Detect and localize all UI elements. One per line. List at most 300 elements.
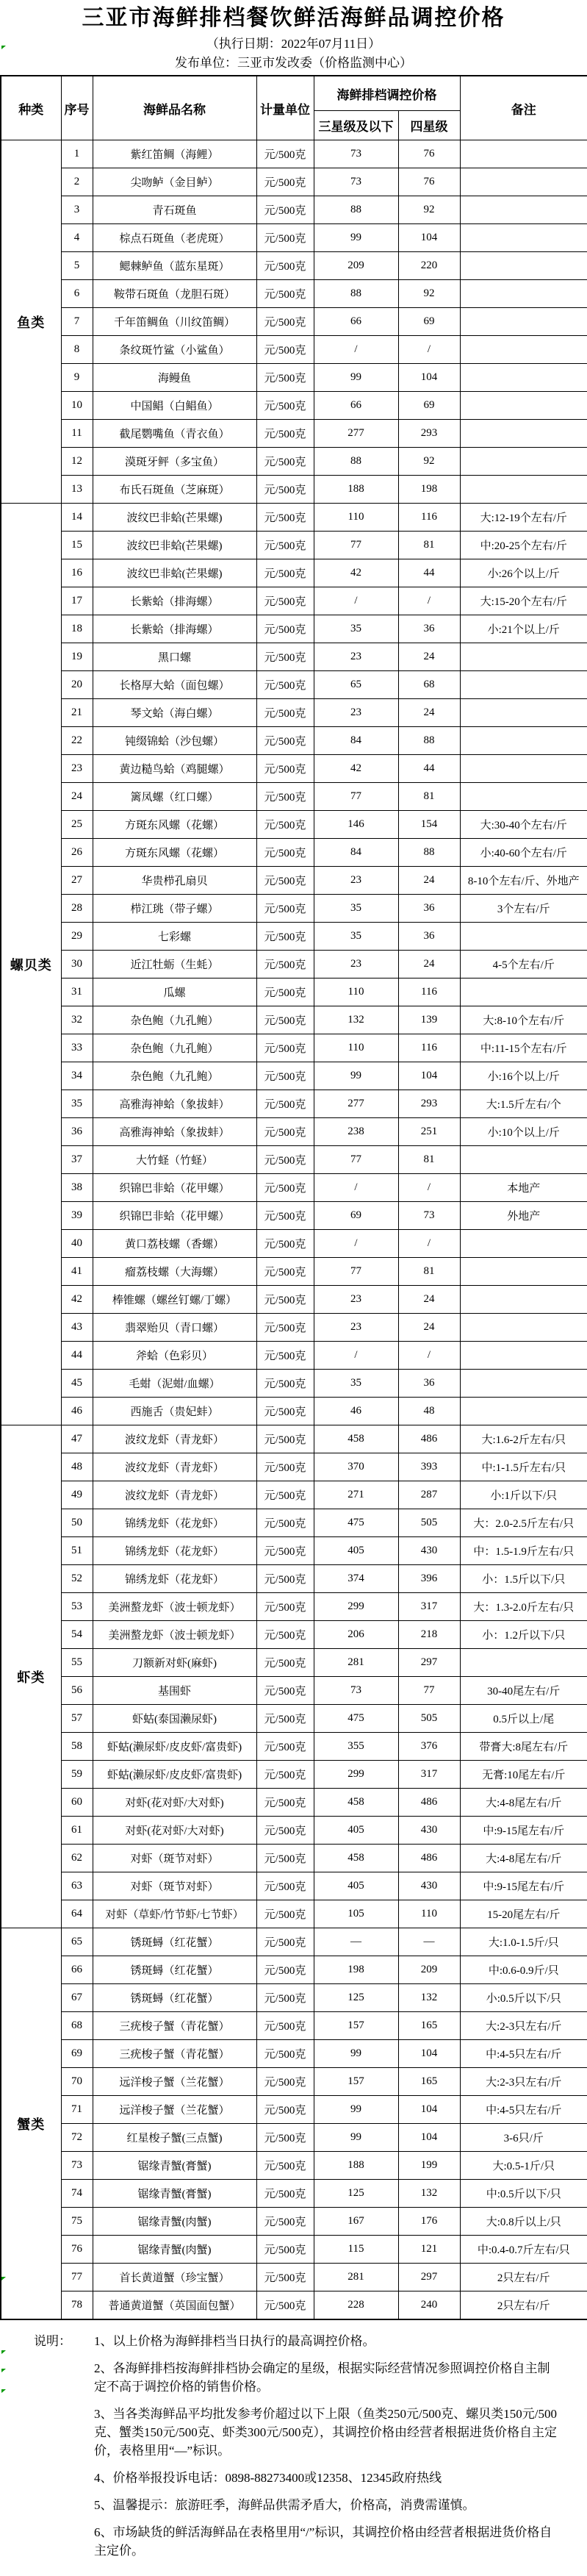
index-cell: 30	[61, 951, 93, 978]
remark-cell	[460, 364, 587, 392]
price3-cell: 110	[314, 504, 398, 532]
name-cell: 美洲螯龙虾（波士顿龙虾）	[93, 1621, 256, 1649]
price4-cell: 287	[398, 1481, 460, 1509]
table-row	[1, 1677, 587, 1705]
table-row	[1, 1593, 587, 1621]
index-cell: 56	[61, 1677, 93, 1705]
remark-cell	[460, 1146, 587, 1174]
name-cell: 波纹龙虾（青龙虾）	[93, 1481, 256, 1509]
price3-cell: 35	[314, 895, 398, 923]
price3-cell: 88	[314, 448, 398, 476]
price3-cell: 23	[314, 951, 398, 978]
remark-cell: 8-10个左右/斤、外地产	[460, 867, 587, 895]
name-cell: 基围虾	[93, 1677, 256, 1705]
unit-cell: 元/500克	[256, 1900, 314, 1928]
index-cell: 10	[61, 392, 93, 420]
table-row	[1, 168, 587, 196]
name-cell: 锈斑蟳（红花蟹）	[93, 1956, 256, 1984]
price4-cell: 24	[398, 867, 460, 895]
price3-cell: 65	[314, 671, 398, 699]
unit-cell: 元/500克	[256, 1342, 314, 1370]
price4-cell: 132	[398, 1984, 460, 2012]
price3-cell: 146	[314, 811, 398, 839]
remark-cell	[460, 1370, 587, 1398]
table-row	[1, 2152, 587, 2180]
price4-cell: 139	[398, 1006, 460, 1034]
unit-cell: 元/500克	[256, 978, 314, 1006]
index-cell: 16	[61, 559, 93, 587]
price3-cell: 42	[314, 559, 398, 587]
price4-cell: 104	[398, 224, 460, 252]
unit-cell: 元/500克	[256, 1230, 314, 1258]
index-cell: 12	[61, 448, 93, 476]
remark-cell	[460, 1649, 587, 1677]
index-cell: 52	[61, 1565, 93, 1593]
table-row	[1, 587, 587, 615]
remark-cell	[460, 1230, 587, 1258]
remark-cell	[460, 699, 587, 727]
price4-cell: 76	[398, 168, 460, 196]
index-cell: 66	[61, 1956, 93, 1984]
name-cell: 锯缘青蟹(膏蟹)	[93, 2180, 256, 2208]
price4-cell: 165	[398, 2068, 460, 2096]
price4-cell: 486	[398, 1845, 460, 1872]
header-index: 序号	[61, 76, 93, 140]
index-cell: 41	[61, 1258, 93, 1286]
remark-cell: 30-40尾左右/斤	[460, 1677, 587, 1705]
price4-cell: /	[398, 587, 460, 615]
price4-cell: —	[398, 1928, 460, 1956]
price3-cell: 110	[314, 978, 398, 1006]
remark-cell: 大：2.0-2.5斤左右/只	[460, 1509, 587, 1537]
unit-cell: 元/500克	[256, 1398, 314, 1425]
name-cell: 毛蚶（泥蚶/血螺）	[93, 1370, 256, 1398]
remark-cell: 大:0.8斤以上/只	[460, 2208, 587, 2236]
green-marker-icon	[1, 2389, 6, 2393]
price4-cell: 92	[398, 280, 460, 308]
price4-cell: 36	[398, 1370, 460, 1398]
notes-items	[94, 2332, 557, 2569]
table-row	[1, 504, 587, 532]
name-cell: 波纹龙虾（青龙虾）	[93, 1425, 256, 1453]
note-item: 6、市场缺货的鲜活海鲜品在表格里用“/”标识，其调控价格由经营者根据进货价格自主定价。	[94, 2525, 552, 2558]
unit-cell: 元/500克	[256, 951, 314, 978]
name-cell: 琴文蛤（海白螺）	[93, 699, 256, 727]
remark-cell: 中:1-1.5斤左右/只	[460, 1453, 587, 1481]
price4-cell: 293	[398, 420, 460, 448]
name-cell: 栉江珧（带子螺）	[93, 895, 256, 923]
price4-cell: 81	[398, 1258, 460, 1286]
price3-cell: 405	[314, 1537, 398, 1565]
remark-cell: 大:0.5-1斤/只	[460, 2152, 587, 2180]
unit-cell: 元/500克	[256, 308, 314, 336]
table-row	[1, 1900, 587, 1928]
index-cell: 5	[61, 252, 93, 280]
name-cell: 美洲螯龙虾（波士顿龙虾）	[93, 1593, 256, 1621]
unit-cell: 元/500克	[256, 1146, 314, 1174]
price4-cell: 297	[398, 1649, 460, 1677]
price3-cell: 23	[314, 643, 398, 671]
name-cell: 青石斑鱼	[93, 196, 256, 224]
table-row	[1, 1314, 587, 1342]
unit-cell: 元/500克	[256, 2040, 314, 2068]
unit-cell: 元/500克	[256, 1481, 314, 1509]
table-row	[1, 1230, 587, 1258]
price4-cell: 104	[398, 1062, 460, 1090]
table-row	[1, 1062, 587, 1090]
price4-cell: 69	[398, 308, 460, 336]
price4-cell: 165	[398, 2012, 460, 2040]
table-row	[1, 2291, 587, 2320]
price3-cell: 73	[314, 1677, 398, 1705]
price3-cell: 458	[314, 1425, 398, 1453]
remark-cell: 大:8-10个左右/斤	[460, 1006, 587, 1034]
price3-cell: 405	[314, 1817, 398, 1845]
unit-cell: 元/500克	[256, 1314, 314, 1342]
remark-cell: 中：1.5-1.9斤左右/只	[460, 1537, 587, 1565]
remark-cell: 无膏:10尾左右/斤	[460, 1761, 587, 1789]
unit-cell: 元/500克	[256, 587, 314, 615]
unit-cell: 元/500克	[256, 280, 314, 308]
name-cell: 鞍带石斑鱼（龙胆石斑）	[93, 280, 256, 308]
price4-cell: 68	[398, 671, 460, 699]
price3-cell: 281	[314, 2264, 398, 2291]
header-category: 种类	[1, 76, 61, 140]
table-row	[1, 1649, 587, 1677]
category-cell: 蟹类	[1, 1928, 61, 2320]
name-cell: 篱凤螺（红口螺）	[93, 783, 256, 811]
price4-cell: 36	[398, 895, 460, 923]
unit-cell: 元/500克	[256, 1034, 314, 1062]
price4-cell: 430	[398, 1537, 460, 1565]
table-row	[1, 196, 587, 224]
remark-cell	[460, 1398, 587, 1425]
price4-cell: 396	[398, 1565, 460, 1593]
index-cell: 49	[61, 1481, 93, 1509]
price4-cell: 116	[398, 504, 460, 532]
price3-cell: 88	[314, 280, 398, 308]
price3-cell: 77	[314, 1146, 398, 1174]
price4-cell: 220	[398, 252, 460, 280]
index-cell: 19	[61, 643, 93, 671]
unit-cell: 元/500克	[256, 168, 314, 196]
index-cell: 59	[61, 1761, 93, 1789]
remark-cell	[460, 448, 587, 476]
price4-cell: 81	[398, 783, 460, 811]
table-row	[1, 1565, 587, 1593]
table-row	[1, 1481, 587, 1509]
unit-cell: 元/500克	[256, 2068, 314, 2096]
remark-cell: 2只左右/斤	[460, 2291, 587, 2320]
unit-cell: 元/500克	[256, 895, 314, 923]
name-cell: 波纹巴非蛤(芒果螺)	[93, 504, 256, 532]
name-cell: 七彩螺	[93, 923, 256, 951]
table-row	[1, 308, 587, 336]
remark-cell	[460, 196, 587, 224]
name-cell: 华贵栉孔扇贝	[93, 867, 256, 895]
unit-cell: 元/500克	[256, 1677, 314, 1705]
index-cell: 78	[61, 2291, 93, 2320]
remark-cell	[460, 923, 587, 951]
category-cell: 螺贝类	[1, 504, 61, 1425]
remark-cell	[460, 308, 587, 336]
index-cell: 35	[61, 1090, 93, 1118]
name-cell: 黄口荔枝螺（香螺）	[93, 1230, 256, 1258]
table-row	[1, 1370, 587, 1398]
price3-cell: 475	[314, 1705, 398, 1733]
remark-cell: 小:16个以上/斤	[460, 1062, 587, 1090]
unit-cell: 元/500克	[256, 1565, 314, 1593]
price4-cell: 104	[398, 2124, 460, 2152]
price3-cell: 206	[314, 1621, 398, 1649]
price3-cell: 99	[314, 1062, 398, 1090]
index-cell: 47	[61, 1425, 93, 1453]
index-cell: 24	[61, 783, 93, 811]
remark-cell: 2只左右/斤	[460, 2264, 587, 2291]
unit-cell: 元/500克	[256, 783, 314, 811]
unit-cell: 元/500克	[256, 1817, 314, 1845]
price4-cell: 486	[398, 1789, 460, 1817]
price4-cell: 176	[398, 2208, 460, 2236]
remark-cell	[460, 420, 587, 448]
price4-cell: 116	[398, 1034, 460, 1062]
unit-cell: 元/500克	[256, 867, 314, 895]
name-cell: 瘤荔枝螺（大海螺）	[93, 1258, 256, 1286]
index-cell: 3	[61, 196, 93, 224]
index-cell: 8	[61, 336, 93, 364]
name-cell: 长格厚大蛤（面包螺）	[93, 671, 256, 699]
index-cell: 25	[61, 811, 93, 839]
price3-cell: 157	[314, 2068, 398, 2096]
notes-label: 说明：	[34, 2334, 71, 2348]
index-cell: 27	[61, 867, 93, 895]
table-row	[1, 280, 587, 308]
index-cell: 29	[61, 923, 93, 951]
remark-cell: 外地产	[460, 1202, 587, 1230]
unit-cell: 元/500克	[256, 559, 314, 587]
table-row	[1, 1006, 587, 1034]
remark-cell	[460, 336, 587, 364]
name-cell: 鳃棘鲈鱼（蓝东星斑）	[93, 252, 256, 280]
index-cell: 11	[61, 420, 93, 448]
index-cell: 34	[61, 1062, 93, 1090]
index-cell: 1	[61, 140, 93, 168]
table-row	[1, 252, 587, 280]
remark-cell: 小:21个以上/斤	[460, 615, 587, 643]
price3-cell: 23	[314, 1314, 398, 1342]
price3-cell: 125	[314, 2180, 398, 2208]
index-cell: 72	[61, 2124, 93, 2152]
price3-cell: 66	[314, 308, 398, 336]
price3-cell: 99	[314, 2040, 398, 2068]
table-row	[1, 1146, 587, 1174]
remark-cell: 大:4-8尾左右/斤	[460, 1789, 587, 1817]
name-cell: 高雅海神蛤（象拔蚌）	[93, 1090, 256, 1118]
name-cell: 棒锥螺（螺丝钉螺/丁螺）	[93, 1286, 256, 1314]
price4-cell: 297	[398, 2264, 460, 2291]
unit-cell: 元/500克	[256, 1789, 314, 1817]
price4-cell: 104	[398, 2096, 460, 2124]
table-row	[1, 1034, 587, 1062]
unit-cell: 元/500克	[256, 923, 314, 951]
unit-cell: 元/500克	[256, 1705, 314, 1733]
remark-cell: 小:10个以上/斤	[460, 1118, 587, 1146]
price3-cell: 23	[314, 699, 398, 727]
remark-cell: 中:0.4-0.7斤左右/只	[460, 2236, 587, 2264]
price4-cell: 24	[398, 643, 460, 671]
price4-cell: 44	[398, 755, 460, 783]
remark-cell	[460, 727, 587, 755]
index-cell: 77	[61, 2264, 93, 2291]
index-cell: 64	[61, 1900, 93, 1928]
note-item: 1、以上价格为海鲜排档当日执行的最高调控价格。	[94, 2334, 375, 2348]
remark-cell	[460, 476, 587, 504]
price3-cell: 42	[314, 755, 398, 783]
price4-cell: /	[398, 1342, 460, 1370]
price4-cell: 36	[398, 615, 460, 643]
table-row	[1, 1453, 587, 1481]
unit-cell: 元/500克	[256, 2291, 314, 2320]
table-row	[1, 811, 587, 839]
table-row	[1, 1621, 587, 1649]
name-cell: 锈斑蟳（红花蟹）	[93, 1928, 256, 1956]
name-cell: 波纹巴非蛤(芒果螺)	[93, 532, 256, 559]
notes-section	[0, 2332, 587, 2576]
table-row	[1, 1258, 587, 1286]
name-cell: 长紫蛤（排海螺）	[93, 587, 256, 615]
unit-cell: 元/500克	[256, 476, 314, 504]
remark-cell: 0.5斤以上/尾	[460, 1705, 587, 1733]
unit-cell: 元/500克	[256, 1174, 314, 1202]
unit-cell: 元/500克	[256, 1258, 314, 1286]
unit-cell: 元/500克	[256, 224, 314, 252]
table-row	[1, 1202, 587, 1230]
name-cell: 对虾（草虾/竹节虾/七节虾）	[93, 1900, 256, 1928]
price3-cell: 99	[314, 2096, 398, 2124]
price4-cell: 209	[398, 1956, 460, 1984]
remark-cell	[460, 280, 587, 308]
name-cell: 对虾（斑节对虾）	[93, 1872, 256, 1900]
unit-cell: 元/500克	[256, 727, 314, 755]
name-cell: 普通黄道蟹（英国面包蟹）	[93, 2291, 256, 2320]
price3-cell: 99	[314, 2124, 398, 2152]
price4-cell: 36	[398, 923, 460, 951]
name-cell: 锦绣龙虾（花龙虾）	[93, 1537, 256, 1565]
remark-cell: 中:4-5只左右/斤	[460, 2096, 587, 2124]
remark-cell: 中:4-5只左右/斤	[460, 2040, 587, 2068]
index-cell: 58	[61, 1733, 93, 1761]
name-cell: 远洋梭子蟹（兰花蟹）	[93, 2068, 256, 2096]
unit-cell: 元/500克	[256, 1425, 314, 1453]
index-cell: 23	[61, 755, 93, 783]
price4-cell: 199	[398, 2152, 460, 2180]
index-cell: 31	[61, 978, 93, 1006]
index-cell: 62	[61, 1845, 93, 1872]
name-cell: 织锦巴非蛤（花甲螺）	[93, 1202, 256, 1230]
index-cell: 68	[61, 2012, 93, 2040]
price3-cell: 69	[314, 1202, 398, 1230]
name-cell: 翡翠贻贝（青口螺）	[93, 1314, 256, 1342]
price3-cell: —	[314, 1928, 398, 1956]
index-cell: 67	[61, 1984, 93, 2012]
price3-cell: 132	[314, 1006, 398, 1034]
index-cell: 71	[61, 2096, 93, 2124]
price3-cell: 77	[314, 783, 398, 811]
table-row	[1, 2264, 587, 2291]
table-row	[1, 1733, 587, 1761]
table-row	[1, 420, 587, 448]
price-table-body	[1, 140, 587, 2320]
unit-cell: 元/500克	[256, 364, 314, 392]
table-row	[1, 1509, 587, 1537]
remark-cell: 中:9-15尾左右/斤	[460, 1872, 587, 1900]
table-row	[1, 2236, 587, 2264]
price3-cell: 198	[314, 1956, 398, 1984]
unit-cell: 元/500克	[256, 1649, 314, 1677]
header-name: 海鲜品名称	[93, 76, 256, 140]
table-row	[1, 2180, 587, 2208]
table-row	[1, 699, 587, 727]
price4-cell: 505	[398, 1509, 460, 1537]
price4-cell: 48	[398, 1398, 460, 1425]
remark-cell: 大：1.3-2.0斤左右/只	[460, 1593, 587, 1621]
name-cell: 锯缘青蟹(肉蟹)	[93, 2208, 256, 2236]
price3-cell: 209	[314, 252, 398, 280]
remark-cell	[460, 140, 587, 168]
unit-cell: 元/500克	[256, 392, 314, 420]
name-cell: 瓜螺	[93, 978, 256, 1006]
index-cell: 75	[61, 2208, 93, 2236]
price3-cell: 299	[314, 1761, 398, 1789]
name-cell: 杂色鲍（九孔鲍）	[93, 1034, 256, 1062]
name-cell: 三疣梭子蟹（青花蟹）	[93, 2040, 256, 2068]
index-cell: 7	[61, 308, 93, 336]
unit-cell: 元/500克	[256, 1845, 314, 1872]
unit-cell: 元/500克	[256, 1928, 314, 1956]
index-cell: 65	[61, 1928, 93, 1956]
unit-cell: 元/500克	[256, 1118, 314, 1146]
index-cell: 6	[61, 280, 93, 308]
unit-cell: 元/500克	[256, 1006, 314, 1034]
name-cell: 虾蛄(濑尿虾/皮皮虾/富贵虾)	[93, 1733, 256, 1761]
index-cell: 36	[61, 1118, 93, 1146]
remark-cell	[460, 783, 587, 811]
unit-cell: 元/500克	[256, 2208, 314, 2236]
price3-cell: 88	[314, 196, 398, 224]
price4-cell: 69	[398, 392, 460, 420]
price4-cell: 24	[398, 1314, 460, 1342]
unit-cell: 元/500克	[256, 2012, 314, 2040]
category-cell: 鱼类	[1, 140, 61, 504]
table-row	[1, 867, 587, 895]
name-cell: 大竹蛏（竹蛏）	[93, 1146, 256, 1174]
remark-cell: 大:2-3只左右/斤	[460, 2068, 587, 2096]
index-cell: 69	[61, 2040, 93, 2068]
price4-cell: 81	[398, 1146, 460, 1174]
price4-cell: 430	[398, 1817, 460, 1845]
remark-cell	[460, 252, 587, 280]
price3-cell: 99	[314, 364, 398, 392]
remark-cell	[460, 1258, 587, 1286]
price4-cell: 24	[398, 699, 460, 727]
price3-cell: 84	[314, 839, 398, 867]
price4-cell: /	[398, 1174, 460, 1202]
remark-cell: 大:2-3只左右/斤	[460, 2012, 587, 2040]
index-cell: 33	[61, 1034, 93, 1062]
price4-cell: 24	[398, 1286, 460, 1314]
table-row	[1, 2208, 587, 2236]
table-row	[1, 978, 587, 1006]
